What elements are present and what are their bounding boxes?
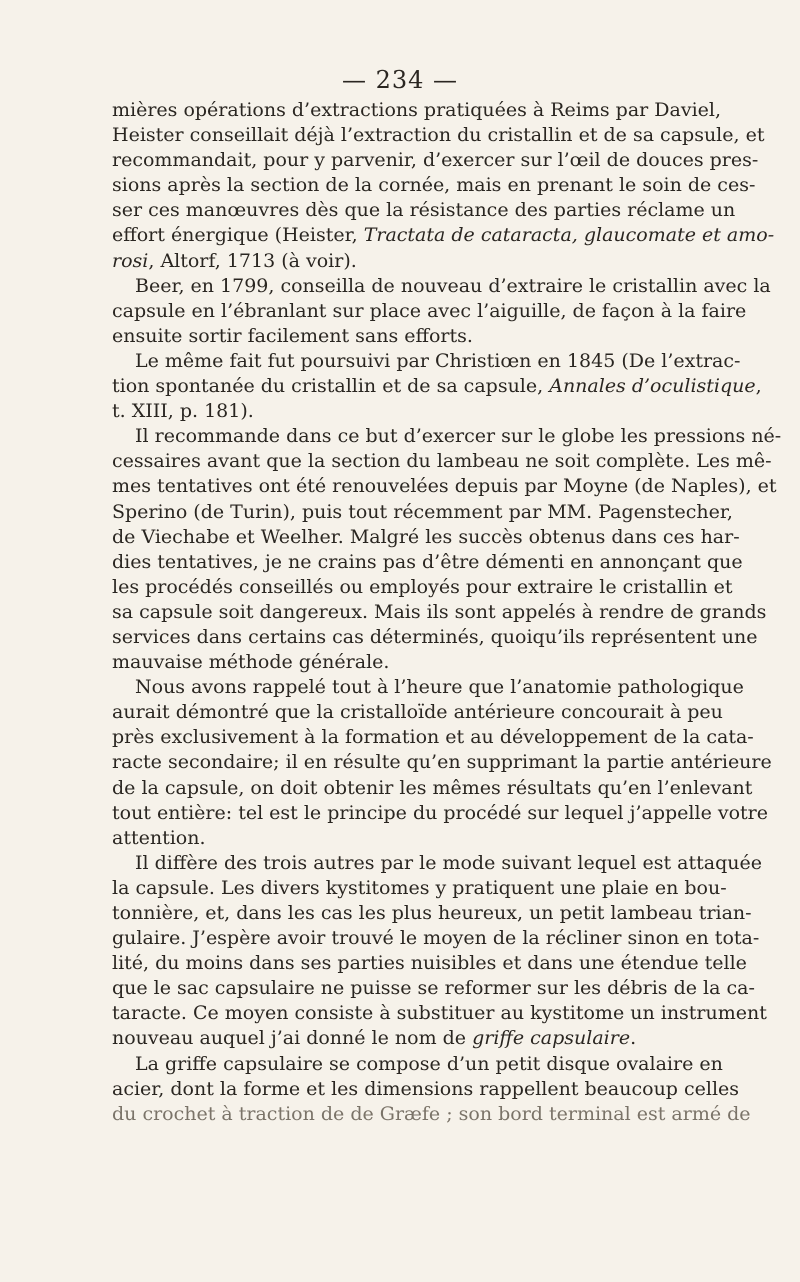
text-segment: Nous avons rappelé tout à l’heure que l’anatomie pathologique	[135, 676, 744, 699]
text-line	[112, 901, 752, 926]
text-line	[112, 801, 768, 826]
text-segment: tion spontanée du cristallin et de sa capsule,	[112, 375, 550, 398]
text-segment: ,	[755, 375, 762, 398]
text-segment: , Altorf, 1713 (à voir).	[148, 249, 357, 272]
text-line	[112, 98, 722, 123]
text-line	[112, 575, 733, 600]
text-line	[112, 424, 782, 449]
text-segment: tonnière, et, dans les cas les plus heureux, un petit lambeau trian-	[112, 902, 752, 924]
text-segment: ser ces manœuvres dès que la résistance des parties réclame un	[112, 199, 736, 222]
text-segment: La griffe capsulaire se compose d’un petit disque ovalaire en	[135, 1052, 723, 1075]
text-line	[112, 625, 758, 650]
text-line	[112, 474, 777, 499]
text-line	[112, 274, 771, 299]
text-segment: t. XIII, p. 181).	[112, 400, 254, 423]
text-segment: mières opérations d’extractions pratiquées à Reims par Daviel,	[112, 99, 722, 121]
text-segment: les procédés conseillés ou employés pour extraire le cristallin et	[112, 575, 733, 598]
text-line	[112, 675, 744, 700]
text-segment: .	[630, 1027, 637, 1050]
text-line	[112, 1001, 767, 1026]
text-segment: Le même fait fut poursuivi par Christiœn en 1845 (De l’extrac-	[135, 349, 741, 372]
text-line	[112, 148, 759, 173]
text-line	[112, 1077, 740, 1102]
text-line	[112, 976, 755, 1001]
text-line	[112, 223, 775, 248]
text-segment: dies tentatives, je ne crains pas d’être démenti en annonçant que	[112, 550, 743, 573]
text-segment: la capsule. Les divers kystitomes y pratiquent une plaie en bou-	[112, 876, 727, 899]
text-segment: de Viechabe et Weelher. Malgré les succès obtenus dans ces har-	[112, 525, 740, 548]
text-segment: Il recommande dans ce but d’exercer sur le globe les pressions né-	[135, 425, 782, 448]
text-line	[112, 374, 762, 399]
text-segment: racte secondaire; il en résulte qu’en supprimant la partie antérieure	[112, 751, 772, 774]
text-line	[112, 1026, 712, 1051]
text-segment: mauvaise méthode générale.	[112, 651, 390, 674]
text-line	[112, 826, 712, 851]
italic-text: rosi	[112, 249, 149, 272]
text-segment: près exclusivement à la formation et au développement de la cata-	[112, 726, 754, 749]
text-segment: Il diffère des trois autres par le mode suivant lequel est attaquée	[135, 851, 762, 874]
text-line	[112, 725, 754, 750]
text-segment: acier, dont la forme et les dimensions rappellent beaucoup celles	[112, 1077, 740, 1100]
text-segment: taracte. Ce moyen consiste à substituer au kystitome un instrument	[112, 1002, 767, 1025]
text-line	[112, 299, 747, 324]
text-line	[112, 123, 765, 148]
text-line	[112, 951, 747, 976]
text-line	[112, 776, 753, 801]
text-segment: sa capsule soit dangereux. Mais ils sont appelés à rendre de grands	[112, 600, 767, 623]
text-line	[112, 173, 756, 198]
text-segment: attention.	[112, 826, 206, 849]
text-segment: sions après la section de la cornée, mais en prenant le soin de ces-	[112, 174, 756, 197]
text-line	[112, 249, 712, 274]
text-line	[112, 1102, 751, 1127]
text-line	[112, 926, 760, 951]
text-line	[112, 851, 762, 876]
text-line	[112, 750, 772, 775]
text-segment: recommandait, pour y parvenir, d’exercer sur l’œil de douces pres-	[112, 149, 759, 172]
page-number: — 234 —	[341, 66, 459, 94]
text-line	[112, 349, 741, 374]
text-line	[112, 600, 767, 625]
text-segment: que le sac capsulaire ne puisse se reformer sur les débris de la ca-	[112, 977, 755, 1000]
text-line	[112, 550, 743, 575]
text-line	[112, 399, 712, 424]
body-text	[112, 98, 782, 1127]
text-line	[112, 876, 727, 901]
text-segment: effort énergique (Heister,	[112, 224, 364, 247]
text-segment: mes tentatives ont été renouvelées depuis par Moyne (de Naples), et	[112, 475, 777, 498]
text-line	[112, 1052, 723, 1077]
text-segment: cessaires avant que la section du lambeau ne soit complète. Les mê-	[112, 450, 772, 473]
text-line	[112, 324, 712, 349]
text-segment: ensuite sortir facilement sans efforts.	[112, 324, 473, 347]
text-line	[112, 198, 736, 223]
italic-text: Annales d’oculistique	[549, 375, 756, 398]
text-segment: Beer, en 1799, conseilla de nouveau d’extraire le cristallin avec la	[135, 274, 771, 297]
text-segment: nouveau auquel j’ai donné le nom de	[112, 1027, 473, 1050]
text-line	[112, 650, 712, 675]
text-segment: Heister conseillait déjà l’extraction du cristallin et de sa capsule, et	[112, 124, 765, 147]
text-segment: de la capsule, on doit obtenir les mêmes résultats qu’en l’enlevant	[112, 776, 753, 799]
text-segment: gulaire. J’espère avoir trouvé le moyen de la récliner sinon en tota-	[112, 927, 760, 950]
text-segment: services dans certains cas déterminés, quoiqu’ils représentent une	[112, 625, 758, 648]
text-line	[112, 525, 740, 550]
italic-text: griffe capsulaire	[472, 1027, 631, 1050]
text-segment: du crochet à traction de de Græfe ; son bord terminal est armé de	[112, 1102, 751, 1125]
text-segment: tout entière: tel est le principe du procédé sur lequel j’appelle votre	[112, 801, 768, 824]
text-segment: capsule en l’ébranlant sur place avec l’aiguille, de façon à la faire	[112, 299, 747, 322]
text-line	[112, 449, 772, 474]
text-line	[112, 700, 723, 725]
text-segment: Sperino (de Turin), puis tout récemment par MM. Pagenstecher,	[112, 500, 733, 523]
text-segment: aurait démontré que la cristalloïde antérieure concourait à peu	[112, 701, 723, 724]
italic-text: Tractata de cataracta, glaucomate et amo-	[363, 224, 775, 247]
text-line	[112, 500, 733, 525]
text-segment: lité, du moins dans ses parties nuisibles et dans une étendue telle	[112, 952, 747, 975]
